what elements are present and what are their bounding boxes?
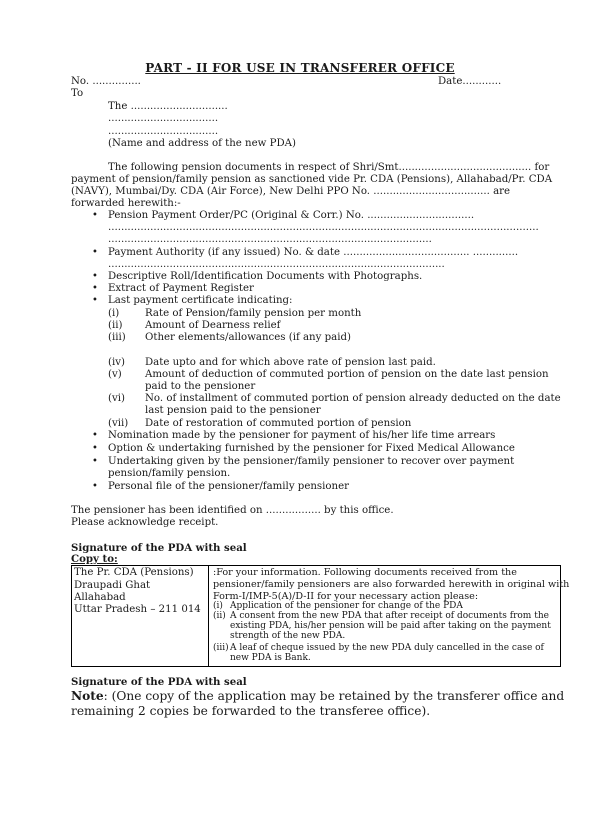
acknowledge-statement: Please acknowledge receipt. [71, 517, 219, 528]
lpc-item-text: Rate of Pension/family pension per month [145, 308, 362, 319]
lpc-item-number: (ii) [108, 320, 123, 331]
info-item-text: strength of the new PDA. [230, 631, 346, 641]
intro-line-4: forwarded herewith:- [71, 198, 181, 209]
copy-to-label: Copy to: [71, 553, 118, 565]
date-field: Date............ [438, 76, 502, 87]
lpc-item-text-cont: last pension paid to the pensioner [145, 405, 321, 416]
bullet-icon: • [92, 271, 98, 282]
note-line-2: remaining 2 copies be forwarded to the transferee office). [71, 704, 431, 718]
page-title: PART - II FOR USE IN TRANSFERER OFFICE [145, 61, 455, 75]
info-item-number: (ii) [213, 611, 226, 621]
lpc-item-text: Date of restoration of commuted portion of pension [145, 418, 412, 429]
bullet-icon: • [92, 295, 98, 306]
info-item-number: (iii) [213, 643, 229, 653]
info-line-1: :For your information. Following documents received from the [213, 567, 517, 578]
info-item-text: Application of the pensioner for change of the PDA [230, 601, 463, 611]
identified-statement: The pensioner has been identified on ................. by this office. [71, 505, 394, 516]
bullet-icon: • [92, 210, 98, 221]
bullet-icon: • [92, 247, 98, 258]
lpc-item-number: (iv) [108, 357, 125, 368]
address-line: The Pr. CDA (Pensions) [74, 567, 194, 578]
address-line: Uttar Pradesh – 211 014 [74, 604, 201, 615]
doc-payment-register: Extract of Payment Register [108, 283, 254, 294]
addressee-line-1: The .............................. [108, 101, 228, 112]
doc-ppo-dots-1: ..................................................................................................................................... [108, 222, 539, 233]
intro-line-1: The following pension documents in respect of Shri/Smt......................................... for [108, 162, 550, 173]
info-item-text: A leaf of cheque issued by the new PDA duly cancelled in the case of [230, 643, 544, 653]
bullet-icon: • [92, 430, 98, 441]
lpc-item-text-cont: paid to the pensioner [145, 381, 256, 392]
lpc-item-text: Amount of Dearness relief [145, 320, 281, 331]
signature-label-2: Signature of the PDA with seal [71, 676, 247, 688]
lpc-item-number: (vi) [108, 393, 125, 404]
address-line: Draupadi Ghat [74, 580, 151, 591]
ref-number: No. ............... [71, 76, 141, 87]
doc-recovery-undertaking-cont: pension/family pension. [108, 468, 231, 479]
doc-payment-authority: Payment Authority (if any issued) No. & date ....................................... .............. [108, 247, 519, 258]
bullet-icon: • [92, 456, 98, 467]
address-line: Allahabad [74, 592, 126, 603]
doc-nomination: Nomination made by the pensioner for payment of his/her life time arrears [108, 430, 496, 441]
lpc-item-text: Date upto and for which above rate of pension last paid. [145, 357, 436, 368]
note-text: : (One copy of the application may be retained by the transferer office and [103, 689, 565, 703]
lpc-item-number: (v) [108, 369, 122, 380]
info-line-2: pensioner/family pensioners are also forwarded herewith in original with [213, 579, 570, 590]
lpc-item-text: Other elements/allowances (if any paid) [145, 332, 351, 343]
doc-ppo: Pension Payment Order/PC (Original & Corr.) No. ................................. [108, 210, 475, 221]
info-item-text: new PDA is Bank. [230, 653, 311, 663]
note-label: Note [71, 689, 104, 703]
bullet-icon: • [92, 283, 98, 294]
bullet-icon: • [92, 481, 98, 492]
lpc-item-text: Amount of deduction of commuted portion of pension on the date last pension [145, 369, 549, 380]
lpc-item-number: (vii) [108, 418, 129, 429]
doc-recovery-undertaking: Undertaking given by the pensioner/family pensioner to recover over payment [108, 456, 515, 467]
intro-line-3: (NAVY), Mumbai/Dy. CDA (Air Force), New Delhi PPO No. .................................... are [71, 186, 511, 197]
doc-descriptive-roll: Descriptive Roll/Identification Documents with Photographs. [108, 271, 423, 282]
table-divider [208, 566, 209, 666]
intro-line-2: payment of pension/family pension as sanctioned vide Pr. CDA (Pensions), Allahabad/Pr. CDA [71, 174, 553, 185]
info-item-text: existing PDA, his/her pension will be paid after taking on the payment [230, 621, 551, 631]
addressee-line-3: .................................. [108, 126, 219, 137]
copy-to-table [71, 565, 570, 667]
signature-label-1: Signature of the PDA with seal [71, 542, 247, 554]
lpc-item-number: (iii) [108, 332, 126, 343]
bullet-icon: • [92, 443, 98, 454]
doc-option-undertaking: Option & undertaking furnished by the pensioner for Fixed Medical Allowance [108, 443, 515, 454]
to-label: To [71, 88, 84, 99]
note-line-1 [71, 689, 564, 704]
doc-lpc: Last payment certificate indicating: [108, 295, 293, 306]
info-item-number: (i) [213, 601, 223, 611]
doc-personal-file: Personal file of the pensioner/family pensioner [108, 481, 350, 492]
addressee-line-2: .................................. [108, 113, 219, 124]
doc-authority-dots: ........................................................................................................ [108, 259, 445, 270]
lpc-item-text: No. of installment of commuted portion of pension already deducted on the date [145, 393, 561, 404]
info-item-text: A consent from the new PDA that after receipt of documents from the [230, 611, 549, 621]
doc-ppo-dots-2: .................................................................................................... [108, 234, 432, 245]
addressee-caption: (Name and address of the new PDA) [108, 138, 296, 149]
lpc-item-number: (i) [108, 308, 120, 319]
info-line-3: Form-I/IMP-5(A)/D-II for your necessary action please: [213, 591, 479, 602]
